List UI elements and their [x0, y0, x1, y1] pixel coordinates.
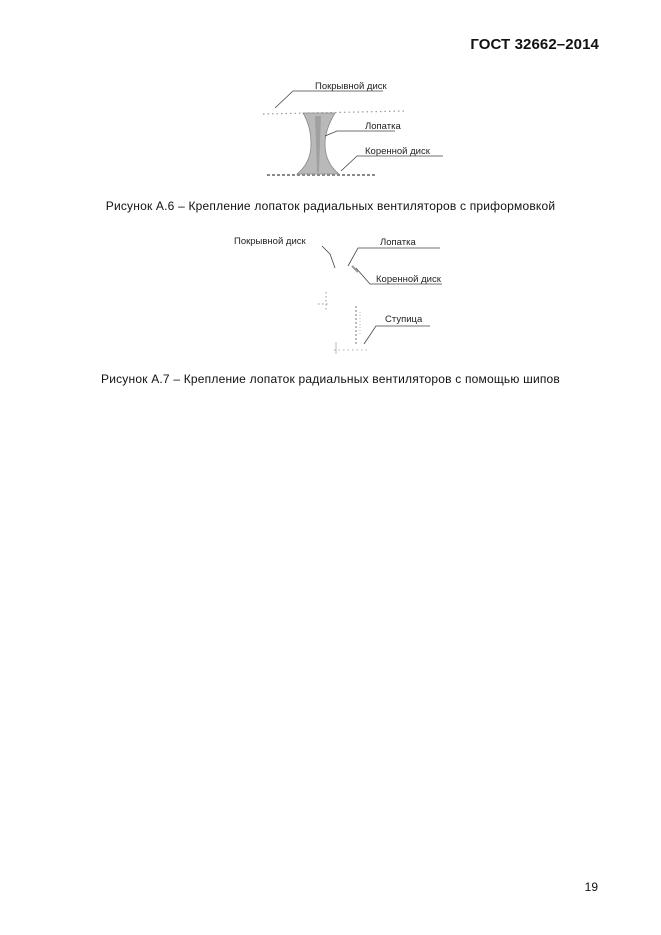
- label-blade: Лопатка: [380, 237, 416, 248]
- label-cover-disc: Покрывной диск: [234, 236, 306, 247]
- document-header-code: ГОСТ 32662–2014: [470, 36, 599, 53]
- label-blade: Лопатка: [365, 121, 401, 132]
- label-root-disc: Коренной диск: [365, 146, 430, 157]
- cover-disc-leader: [275, 91, 383, 108]
- figure-a7-caption: Рисунок А.7 – Крепление лопаток радиальных вентиляторов с помощью шипов: [101, 372, 560, 386]
- figure-a6-drawing: [255, 78, 455, 188]
- label-cover-disc: Покрывной диск: [315, 81, 387, 92]
- blade-leader: [348, 248, 440, 266]
- cover-disc-leader: [322, 246, 335, 268]
- figure-a7-svg: [230, 232, 460, 362]
- root-disc-leader: [341, 156, 443, 171]
- figure-a6-caption: Рисунок А.6 – Крепление лопаток радиальных вентиляторов с приформовкой: [105, 199, 556, 213]
- figure-a6-svg: [255, 78, 455, 188]
- label-root-disc: Коренной диск: [376, 274, 441, 285]
- figure-a7-drawing: [230, 232, 460, 362]
- hub-leader: [364, 326, 430, 344]
- label-hub: Ступица: [385, 314, 423, 325]
- page-number: 19: [584, 880, 598, 894]
